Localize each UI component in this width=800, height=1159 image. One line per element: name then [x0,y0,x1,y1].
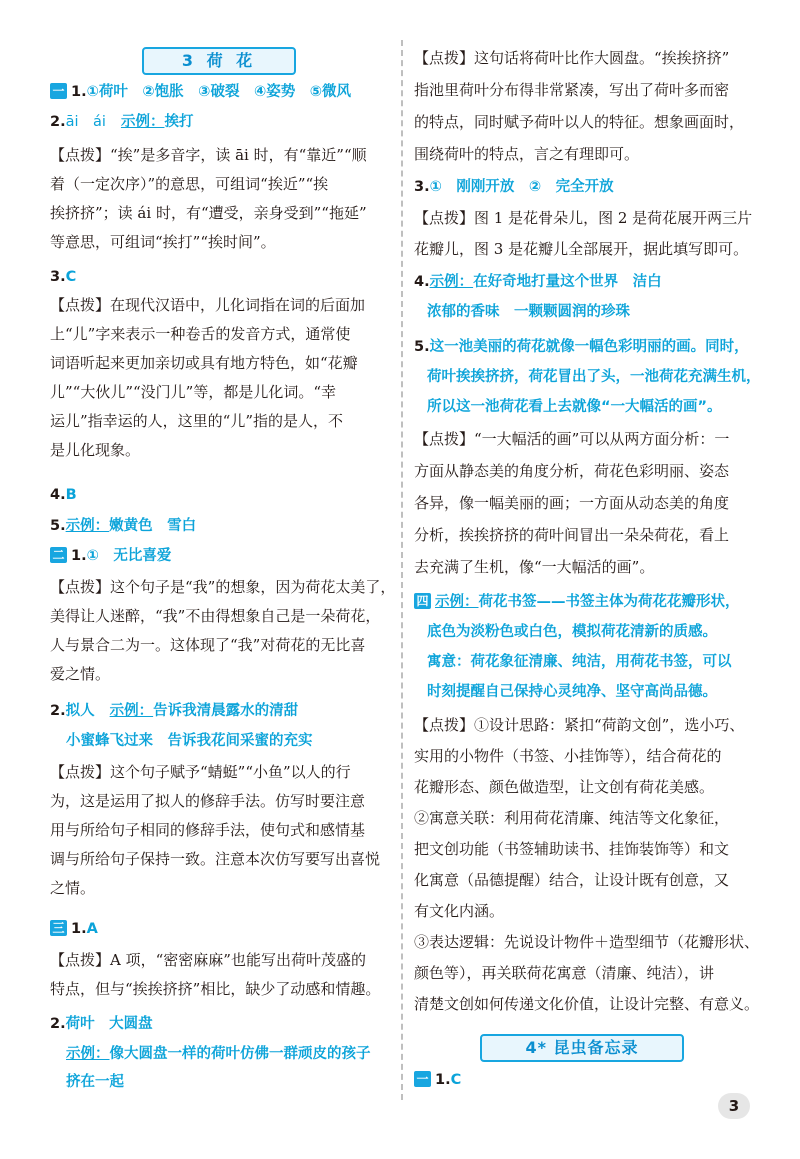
s4-tip-line: 颜色等），再关联荷花寓意（清廉、纯洁），讲 [414,964,715,982]
section-1-badge: 一 [50,83,67,99]
s3-q2: 2.荷叶 大圆盘 [50,1016,153,1032]
s3-q2-example-line: 挤在一起 [66,1074,124,1090]
s3-q5-tip-line: 各异，像一幅美丽的画；一方面从动态美的角度 [414,494,730,512]
page-number: 3 [718,1093,750,1119]
s1-q1-answer: ①荷叶 ②饱胀 ③破裂 ④姿势 ⑤微风 [86,84,351,100]
s2-q1-tip-line: 美得让人迷醉，“我”不由得想象自己是一朵荷花， [50,607,381,625]
s1-q3-tip-line: 词语听起来更加亲切或具有地方特色，如“花瓣 [50,354,358,372]
s1-q1: 一 1.①荷叶 ②饱胀 ③破裂 ④姿势 ⑤微风 [50,80,351,103]
s3-q5-tip-line: 【点拨】“一大幅活的画”可以从两方面分析：一 [414,430,730,448]
s1-q4: 4.B [50,487,77,503]
s1-q2: 2.āi ái 示例：挨打 [50,114,194,130]
s2-q2-tip-line: 用与所给句子相同的修辞手法，使句式和感情基 [50,821,366,839]
s3-q2-example: 示例：像大圆盘一样的荷叶仿佛一群顽皮的孩子 [66,1046,371,1062]
s4-tip-line: 实用的小物件（书签、小挂饰等），结合荷花的 [414,747,722,765]
s2-q1-tip-line: 【点拨】这个句子是“我”的想象，因为荷花太美了， [50,578,396,596]
s4-answer-line: 底色为淡粉色或白色，模拟荷花清新的质感。 [427,624,717,640]
s1-q2-pinyin: āi ái [65,114,106,130]
s1-q2-tip-line: 挨挤挤”；读 ái 时，有“遭受，亲身受到”“拖延” [50,204,367,222]
s4-tip-line: ③表达逻辑：先说设计物件＋造型细节（花瓣形状、 [414,933,760,951]
s3-q1-tip-line: 【点拨】A 项，“密密麻麻”也能写出荷叶茂盛的 [50,951,366,969]
s1-q5: 5.示例：嫩黄色 雪白 [50,518,197,534]
s3-q1-tip-line: 特点，但与“挨挨挤挤”相比，缺少了动感和情趣。 [50,980,381,998]
s3-q5-answer-line: 荷叶挨挨挤挤，荷花冒出了头，一池荷花充满生机， [427,369,761,385]
s2-q2-tip-line: 【点拨】这个句子赋予“蜻蜓”“小鱼”以人的行 [50,763,351,781]
s2-q2-tip-line: 调与所给句子保持一致。注意本次仿写要写出喜悦 [50,850,381,868]
s1-q3-tip-line: 【点拨】在现代汉语中，儿化词指在词的后面加 [50,296,366,314]
s4-tip-line: 化寓意（品德提醒）结合，让设计既有创意，又 [414,871,730,889]
section-2-badge: 二 [50,547,67,563]
s1-q2-tip-line: 着（一定次序）”的意思，可组词“挨近”“挨 [50,175,329,193]
s3-q5-answer-line: 所以这一池荷花看上去就像“一大幅活的画”。 [427,399,722,415]
s1-q2-tip-line: 等意思，可组词“挨打”“挨时间”。 [50,233,276,251]
s3-q3-tip-line: 花瓣儿，图 3 是花瓣儿全部展开，据此填写即可。 [414,240,749,258]
s4-tip-line: 有文化内涵。 [414,902,505,920]
s3-q2-tip-line: 【点拨】这句话将荷叶比作大圆盘。“挨挨挤挤” [414,49,730,67]
s3-q2-tip-line: 指池里荷叶分布得非常紧凑，写出了荷叶多而密 [414,81,730,99]
s3-q2-tip-line: 的特点，同时赋予荷叶以人的特征。想象画面时， [414,113,745,131]
s3-q5-tip-line: 去充满了生机，像“一大幅活的画”。 [414,558,655,576]
s3-q5: 5.这一池美丽的荷花就像一幅色彩明丽的画。同时， [414,339,749,355]
s2-q1-tip-line: 人与景合二为一。这体现了“我”对荷花的无比喜 [50,636,366,654]
s3-q3-tip-line: 【点拨】图 1 是花骨朵儿，图 2 是荷花展开两三片 [414,209,753,227]
s4-tip-line: 清楚文创如何传递文化价值，让设计完整、有意义。 [414,995,760,1013]
lesson-3-title: 3 荷 花 [142,47,296,75]
s2-q2-tip-line: 之情。 [50,879,96,897]
s1-q3-tip-line: 上“儿”字来表示一种卷舌的发音方式，通常使 [50,325,351,343]
s3-q4-answer-line: 浓郁的香味 一颗颗圆润的珍珠 [427,304,630,320]
s4-tip-line: ②寓意关联：利用荷花清廉、纯洁等文化象征， [414,809,730,827]
section-4-badge: 四 [414,593,431,609]
s3-q1: 三 1.A [50,917,98,940]
l4-s1-q1: 一 1.C [414,1068,461,1091]
s4-answer-line: 时刻提醒自己保持心灵纯净、坚守高尚品德。 [427,684,717,700]
s2-q2-answer-line: 小蜜蜂飞过来 告诉我花间采蜜的充实 [66,733,313,749]
s1-q3-tip-line: 儿”“大伙儿”“没门儿”等，都是儿化词。“幸 [50,383,337,401]
s3-q4: 4.示例：在好奇地打量这个世界 洁白 [414,274,662,290]
s3-q2-tip-line: 围绕荷叶的特点，言之有理即可。 [414,145,640,163]
column-divider [401,40,403,1100]
s1-q3-tip-line: 是儿化现象。 [50,441,141,459]
s3-q5-tip-line: 分析，挨挨挤挤的荷叶间冒出一朵朵荷花，看上 [414,526,730,544]
s2-q2: 2.拟人 示例：告诉我清晨露水的清甜 [50,703,299,719]
s4-tip-line: 把文创功能（书签辅助读书、挂饰装饰等）和文 [414,840,730,858]
s1-q2-tip-line: 【点拨】“挨”是多音字，读 āi 时，有“靠近”“顺 [50,146,367,164]
s2-q2-tip-line: 为，这是运用了拟人的修辞手法。仿写时要注意 [50,792,366,810]
s1-q3: 3.C [50,269,77,285]
s4-tip-line: 花瓣形态、颜色做造型，让文创有荷花美感。 [414,778,715,796]
s2-q1: 二 1.① 无比喜爱 [50,544,171,567]
s2-q1-tip-line: 爱之情。 [50,665,111,683]
s3-q5-tip-line: 方面从静态美的角度分析，荷花色彩明丽、姿态 [414,462,730,480]
s4-answer-line: 四 示例：荷花书签——书签主体为荷花花瓣形状， [414,590,740,613]
lesson-4-section-1-badge: 一 [414,1071,431,1087]
s4-answer-line: 寓意：荷花象征清廉、纯洁，用荷花书签，可以 [427,654,732,670]
s3-q3: 3.① 刚刚开放 ② 完全开放 [414,179,614,195]
lesson-4-title: 4* 昆虫备忘录 [480,1034,684,1062]
s4-tip-line: 【点拨】①设计思路：紧扣“荷韵文创”，选小巧、 [414,716,745,734]
section-3-badge: 三 [50,920,67,936]
s1-q3-tip-line: 运儿”指幸运的人，这里的“儿”指的是人，不 [50,412,344,430]
